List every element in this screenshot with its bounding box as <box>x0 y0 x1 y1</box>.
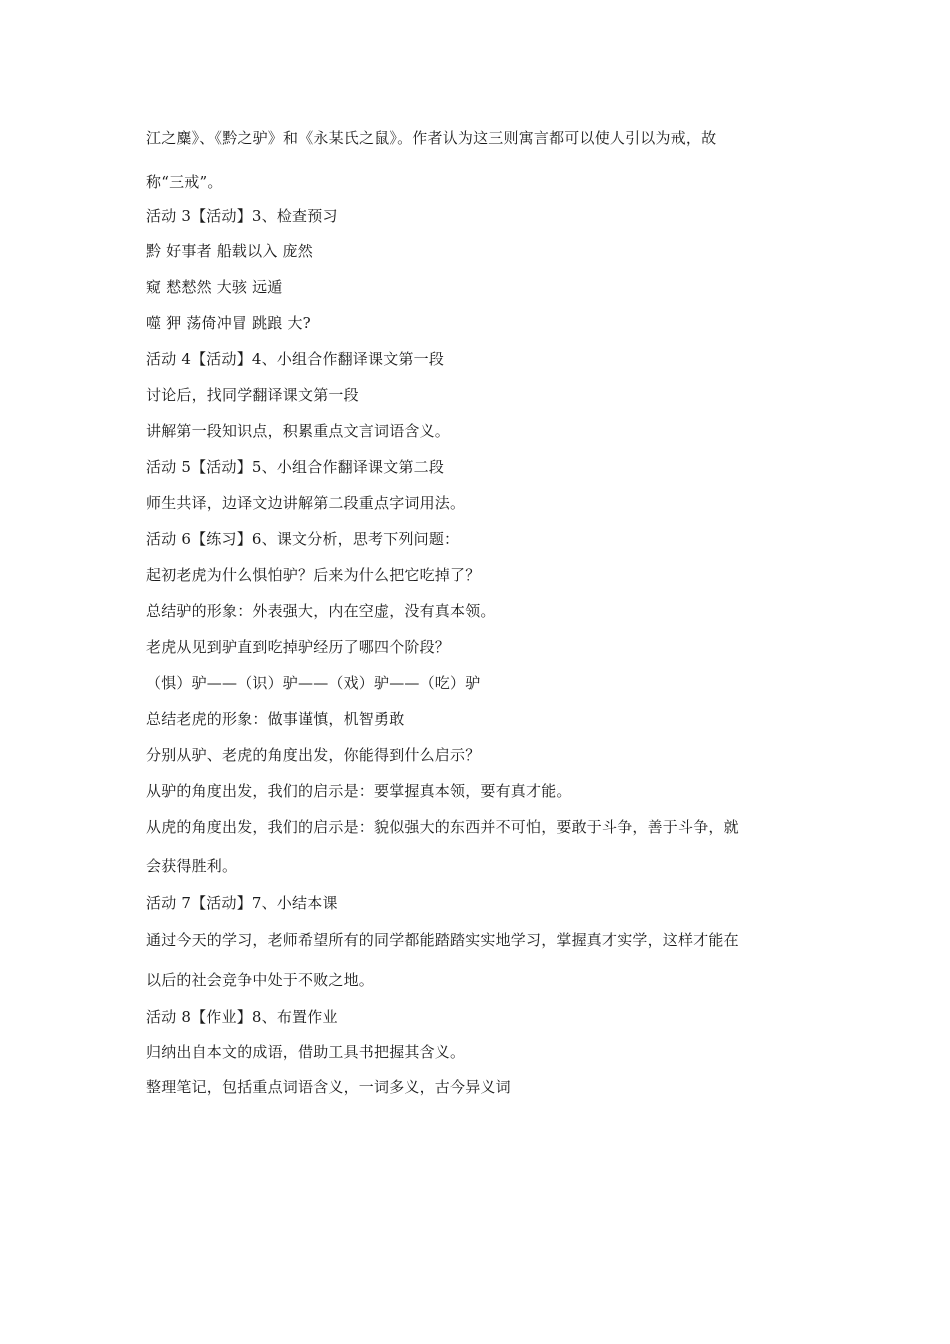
text-line: 从虎的角度出发，我们的启示是：貌似强大的东西并不可怕，要敢于斗争，善于斗争，就 <box>146 818 739 836</box>
text-line: 师生共译，边译文边讲解第二段重点字词用法。 <box>146 494 466 512</box>
heading-activity-3: 活动 3【活动】3、检查预习 <box>146 207 338 225</box>
heading-activity-4: 活动 4【活动】4、小组合作翻译课文第一段 <box>146 350 445 368</box>
text-line: 通过今天的学习，老师希望所有的同学都能踏踏实实地学习，掌握真才实学，这样才能在 <box>146 931 739 949</box>
text-line: （惧）驴——（识）驴——（戏）驴——（吃）驴 <box>146 674 481 692</box>
heading-activity-6: 活动 6【练习】6、课文分析，思考下列问题： <box>146 530 460 548</box>
text-line: 讲解第一段知识点，积累重点文言词语含义。 <box>146 422 451 440</box>
text-line: 称“三戒”。 <box>146 173 223 191</box>
text-line: 会获得胜利。 <box>146 857 238 875</box>
text-line: 总结老虎的形象：做事谨慎，机智勇敢 <box>146 710 405 728</box>
text-line: 整理笔记，包括重点词语含义，一词多义，古今异义词 <box>146 1078 511 1096</box>
heading-activity-8: 活动 8【作业】8、布置作业 <box>146 1008 338 1026</box>
text-line: 起初老虎为什么惧怕驴？后来为什么把它吃掉了？ <box>146 566 481 584</box>
text-line: 老虎从见到驴直到吃掉驴经历了哪四个阶段？ <box>146 638 451 656</box>
text-line: 窥 慭慭然 大骇 远遁 <box>146 278 283 296</box>
text-line: 以后的社会竞争中处于不败之地。 <box>146 971 375 989</box>
heading-activity-5: 活动 5【活动】5、小组合作翻译课文第二段 <box>146 458 445 476</box>
text-line: 讨论后，找同学翻译课文第一段 <box>146 386 359 404</box>
text-line: 分别从驴、老虎的角度出发，你能得到什么启示？ <box>146 746 481 764</box>
text-line: 总结驴的形象：外表强大，内在空虚，没有真本领。 <box>146 602 496 620</box>
text-line: 归纳出自本文的成语，借助工具书把握其含义。 <box>146 1043 466 1061</box>
heading-activity-7: 活动 7【活动】7、小结本课 <box>146 894 338 912</box>
text-line: 噬 狎 荡倚冲冒 跳踉 大? <box>146 314 311 332</box>
text-line: 从驴的角度出发，我们的启示是：要掌握真本领，要有真才能。 <box>146 782 572 800</box>
text-line: 江之麋》、《黔之驴》和《永某氏之鼠》。作者认为这三则寓言都可以使人引以为戒，故 <box>146 129 717 147</box>
text-line: 黔 好事者 船载以入 庞然 <box>146 242 313 260</box>
